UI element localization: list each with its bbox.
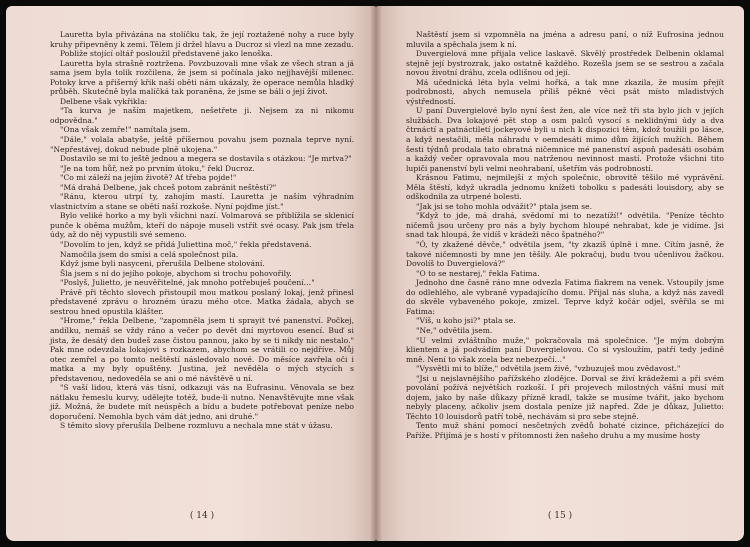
- paragraph: "Poslyš, Julietto, je neuvěřitelné, jak mnoho potřebuješ poučení…": [60, 278, 315, 288]
- right-page-number: ( 15 ): [547, 511, 573, 521]
- paragraph: Bylo veliké horko a my byli všichni nazí. Volmarová se přiblížila se sklenicí punče k oběma mužům, kteří do nápoje museli vstřít své ocasy. Pak jsm třela údy, až do něj vypustili své semeno.: [50, 211, 354, 240]
- left-page-text: [50, 30, 354, 431]
- left-page-number: ( 14 ): [189, 511, 215, 521]
- paragraph: "Ránu, kterou utrpí ty, zahojím mastí. Lauretta je naším výhradním vlastnictvím a stane se obětí naší rozkoše. Nyní pojďme jíst.": [50, 192, 354, 211]
- paragraph: "Je na tom hůř, než po prvním útoku," řekl Ducroz.: [60, 163, 255, 173]
- right-page: [376, 6, 744, 541]
- paragraph: "Jak jsi se toho mohla odvážit?" ptala jsem se.: [416, 201, 593, 211]
- paragraph: "Ó, ty zkažené děvče," odvětila jsem, "ty zkazíš úplně i mne. Cítím jasně, že takové ničemnosti by mne jen těšily. Ale pokračuj, budu tvou učenlivou žačkou. Dovolíš to Duvergielová?": [406, 240, 724, 269]
- book-spread: [6, 6, 744, 541]
- paragraph: S těmito slovy přerušila Delbene rozmluvu a nechala mne stát v úžasu.: [60, 421, 333, 431]
- paragraph: Lauretta byla strašně roztržena. Povzbuzovali mne však ze všech stran a já sama jsem byla tolik rozčilena, že jsem si počínala jako nejjhavější milenec. Potoky krve a přišerný křik naší oběti nám ukázaly, že operace nemůla hladký průběh. Skutečně byla malíčká tak poraněna, že jsme se báli o její život.: [50, 58, 354, 97]
- paragraph: Namočila jsem do smísi a celá společnost pila.: [60, 249, 239, 259]
- paragraph: "Ne," odvětila jsem.: [416, 325, 493, 335]
- paragraph: "U velmi zvláštního muže," pokračovala má společnice. "Je mým dobrým klientem a já podvádím paní Duvergielovou. Co si vysloužím, patří tedy jedině mně. Není to však zcela bez nebezpečí…": [406, 335, 724, 364]
- paragraph: "Ona však zemře!" namítala jsem.: [60, 125, 191, 135]
- paragraph: Právě při těchto slovech přistoupil mou matkou poslaný lokaj, jenž přinesl představené zprávu o hrozném úrazu mého otce. Matka žádala, abych se sestrou hned opustila klášter.: [50, 287, 354, 316]
- paragraph: Delbene však vykřikla:: [60, 96, 148, 106]
- paragraph: Duvergielová mne přijala velice laskavě. Skvělý prostředek Delbenin oklamal stejně její bystrozrak, jako ostatně každého. Rozešla jsem se se sestrou a začala novou životní dráhu, zcela odlišnou od její.: [406, 49, 724, 78]
- paragraph: Šla jsem s ní do jejího pokoje, abychom si trochu pohovořily.: [60, 268, 292, 278]
- paragraph: "Hrome," řekla Delbene, "zapomněla jsem ti sprayit tvé panenství. Počkej, andílku, nemáš se vždy ráno a večer po devět dní myrtovou esencí. Buď si jista, že desátý den budeš zase čistou pannou, jako by se ti nikdy nic nestalo." Pak mne odevzdala lokajovi s rozkazem, abychom se vrátili co nejdříve. Můj otec zemřel a po tomto neštěstí následovalo nové. Do měsíce zavřela oči i matka a my byly opuštěny. Justina, jež nevěděla o mých stycích s představenou, nedoveděla se ani o mé návštěvě u ní.: [50, 316, 354, 383]
- left-page: [6, 6, 376, 541]
- paragraph: U paní Duvergielové bylo nyní šest žen, ale více než tři sta bylo jich v jejích službách. Dva lokajové pět stop a osm palců vysocí s neklidnými údy a dva čtrnáctí a patnáctiletí jockeyové byli u nich k dispozici těm, kdož toužili po lásce, a když nestačili, měla náhradu v oemdesáti mimo dům žijících mužích. Během šesti týdnů prodala tato obratná ničemnice mé panenství aspoň padesáti osobám a každý večer opravovala mou natrženou nevinnost mastí. Protože všichni tito lupiči panenství byli velmi neohrabaní, ušetřím vás podrobností.: [406, 106, 724, 173]
- paragraph: "Ta kurva je naším majetkem, nešetřete ji. Nejsem za ni nikomu odpovědna.": [50, 106, 354, 125]
- paragraph: Má učednická léta byla velmi hořká, a tak mne zkazila, že musím přejít podrobnosti, abych nemusela příliš pěkné věci psát místo mladistvých výstředností.: [406, 77, 724, 106]
- paragraph: "O to se nestarej," řekla Fatima.: [416, 268, 540, 278]
- paragraph: Lauretta byla přivázána na stolíčku tak, že její roztažené nohy a ruce byly kruhy připevněny k zemi. Tělem jí držel hlavu a Ducroz si vlezl na mne zezadu.: [50, 30, 354, 49]
- paragraph: Tento muž shání pomocí nesčetných zvědů bohaté cizince, přicházející do Paříže. Přijímá je s hostí v přítomnosti žen našeho druhu a my musíme hosty: [406, 421, 724, 440]
- paragraph: "Má drahá Delbene, jak chceš potom zabránit neštěstí?": [60, 182, 277, 192]
- paragraph: Dostavilo se mi to ještě jednou a megera se dostavila s otázkou: "Je mrtva?": [60, 154, 352, 164]
- paragraph: "S vaší lidou, která vás tísní, odkazuji vás na Eufrasinu. Věnovala se bez nátlaku řemeslu kurvy, udělejte totéž, bude-li nutno. Nenavštěvujte mne však již. Možná, že budete mít neúspěch a bídu a budete potřebovat peníze nebo doporučení. Nemohla bych vám dát jedno, ani druhé.": [50, 383, 354, 421]
- paragraph: "Víš, u koho jsi?" ptala se.: [416, 316, 516, 326]
- paragraph: "Co mi záleží na jejím životě? Ať třeba pojde!": [60, 173, 237, 183]
- paragraph: "Když to jde, má drahá, svědomí mi to nezatíží!" odvětila. "Peníze těchto ničemů jsou určeny pro nás a byly bychom hloupé nehrabat, kde je vidíme. Jsi snad tak hloupá, že vidíš v krádeži něco špatného?": [406, 211, 724, 240]
- right-page-text: [406, 30, 724, 441]
- paragraph: Krásnou Fatimu, nejmilejší z mých společnic, obrovitě těšilo mé vyprávění. Měla štěstí, když ukradla jednomu knížeti tobolku s padesáti louisdory, aby se odškodnila za utrpené bolesti.: [406, 173, 724, 202]
- paragraph: "Dovolím to jen, když se přidá Juliettina moč," řekla představená.: [60, 240, 312, 250]
- paragraph: Když jsme byli nasyceni, přerušila Delbene stolování.: [60, 259, 265, 269]
- paragraph: "Dále," volala abatyše, ještě příšernou povahu jsem poznala teprve nyní. "Nepřestávej, dokud nebude plně ukojena.": [50, 135, 354, 154]
- paragraph: Pobliže stojící oltář posloužil představené jako lenoška.: [60, 49, 273, 59]
- paragraph: Jednoho dne časně ráno mne odvezla Fatima fiakrem na venek. Vstoupily jsme do odlehlého, ale vybraně vypadajícího domu. Přijal nás sluha, a když nás zavedl do skvěle vybaveného pokoje, zmizel. Teprve když kočár odjel, svěřila se mi Fatima:: [406, 278, 724, 316]
- paragraph: Naštěstí jsem si vzpomněla na jména a adresu paní, o níž Eufrosina jednou mluvila a spěchala jsem k ní.: [406, 30, 724, 49]
- paragraph: "Jsi u nejslavnějšího pařížského zlodějce. Dorval se živí krádežemi a při svém povolání požívá největších rozkoší. I při projevech milostných vášní musí mít dojem, jako by naše důkazy přízně kradl, takže se musíme tvářit, jako bychom nebyly placeny, ačkoliv jsem dostala peníze již napřed. Zde je důkaz, Julietto: Těchto 10 louisdorů patří tobě, nechávám si pro sebe stejně.: [406, 373, 724, 421]
- paragraph: "Vysvětli mi to blíže," odvětila jsem živě, "vzbuzuješ mou zvědavost.": [416, 364, 681, 374]
